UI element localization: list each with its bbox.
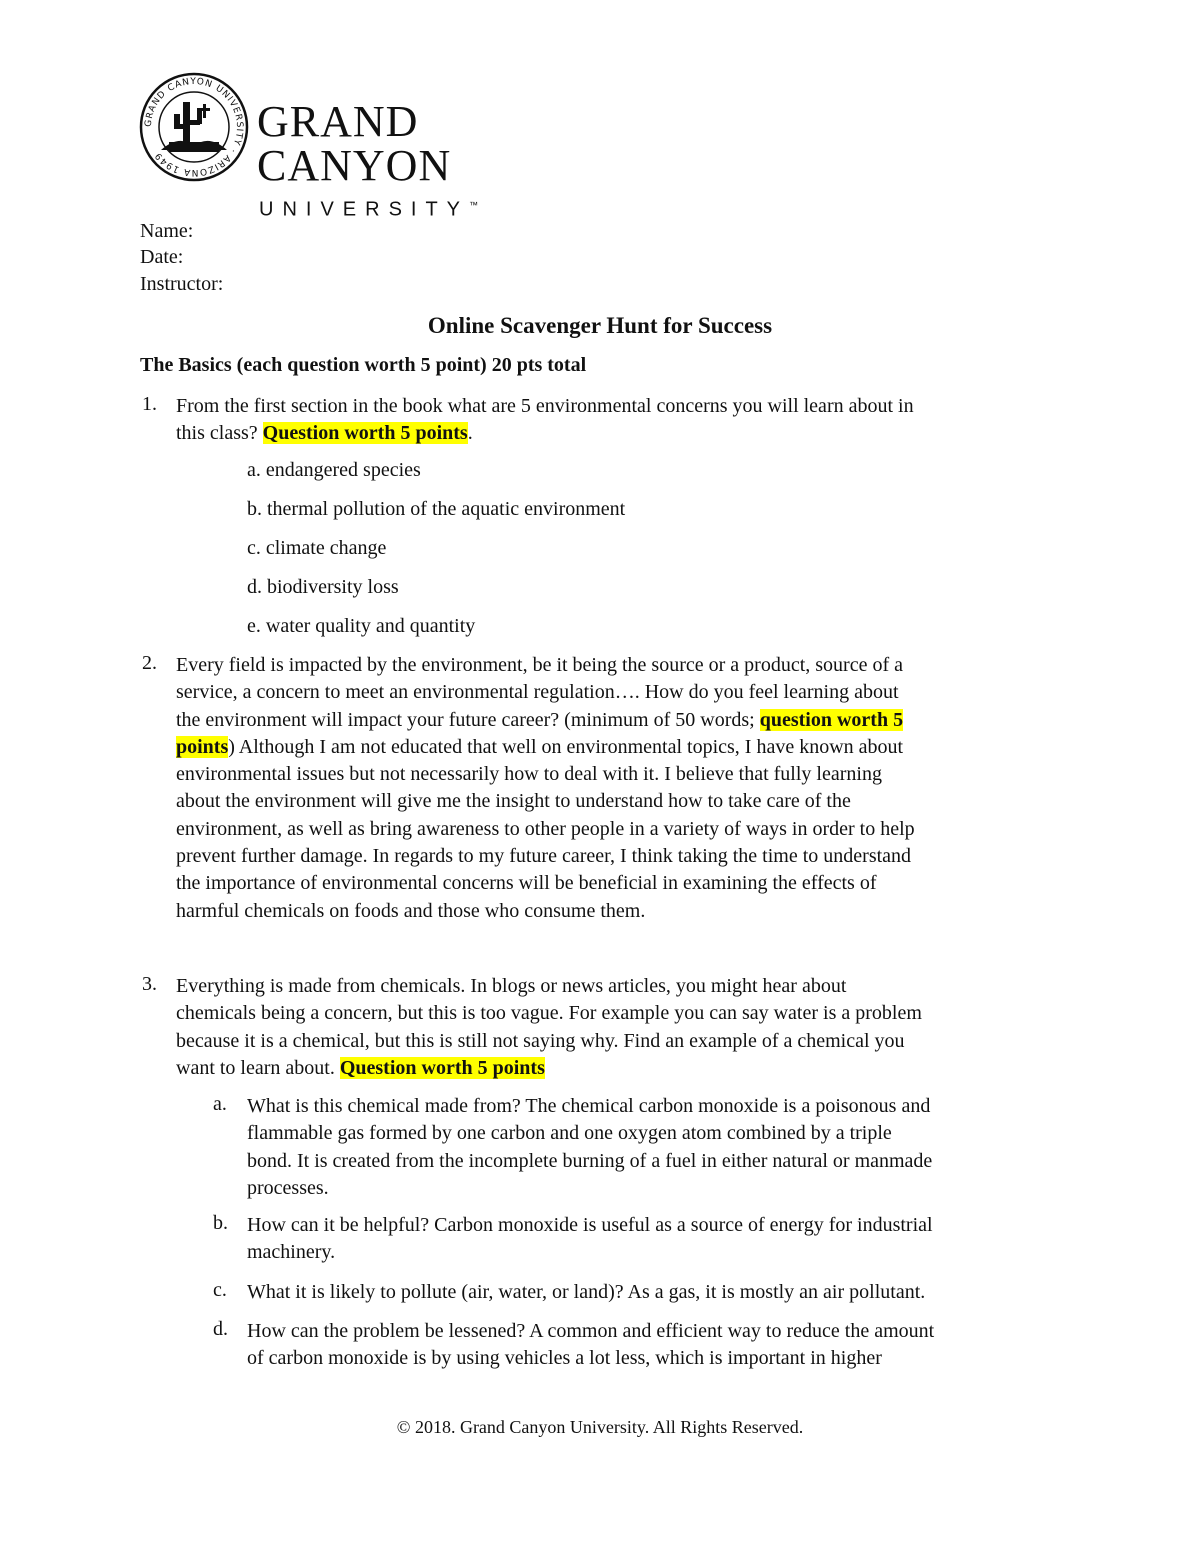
wordmark-university: UNIVERSITY <box>259 198 470 221</box>
q2-line: environmental issues but not necessarily how to deal with it. I believe that fully learning <box>176 763 882 786</box>
instructor-field-label: Instructor: <box>140 273 224 295</box>
date-field-label: Date: <box>140 246 184 268</box>
q2-line: Every field is impacted by the environment, be it being the source or a product, source of a <box>176 654 903 676</box>
q3-number: 3. <box>142 973 157 995</box>
q3-line: because it is a chemical, but this is still not saying why. Find an example of a chemical you <box>176 1029 905 1052</box>
q2-line: the importance of environmental concerns will be beneficial in examining the effects of <box>176 872 877 895</box>
q3-sub-line: machinery. <box>247 1241 336 1264</box>
q2-line: about the environment will give me the insight to understand how to take care of the <box>176 790 851 813</box>
svg-text:GRAND CANYON UNIVERSITY · ARIZ: GRAND CANYON UNIVERSITY · ARIZONA 1949 <box>143 76 245 178</box>
q1-answer: b. thermal pollution of the aquatic environment <box>247 498 626 520</box>
university-seal-icon <box>139 72 249 182</box>
q1-answer: e. water quality and quantity <box>247 615 476 637</box>
q2-text <box>176 652 915 925</box>
q3-sub-answer <box>247 1093 932 1202</box>
q3-text <box>176 973 922 1082</box>
q1-line2-post: . <box>467 422 473 445</box>
page-title: Online Scavenger Hunt for Success <box>427 313 773 338</box>
q2-line: harmful chemicals on foods and those who consume them. <box>176 899 646 922</box>
trademark-symbol: ™ <box>469 200 479 210</box>
q3-sub-line: bond. It is created from the incomplete burning of a fuel in either natural or manmade <box>247 1149 933 1172</box>
copyright-footer: © 2018. Grand Canyon University. All Rights Reserved. <box>396 1417 804 1437</box>
university-logo <box>139 72 619 221</box>
q3-sub-line: How can it be helpful? Carbon monoxide is useful as a source of energy for industrial <box>247 1214 933 1236</box>
wordmark-line2 <box>257 192 619 223</box>
q1-answer: d. biodiversity loss <box>247 576 399 598</box>
q3-sub-line: What it is likely to pollute (air, water, or land)? As a gas, it is mostly an air pollutant. <box>247 1281 926 1303</box>
q2-number: 2. <box>142 652 157 674</box>
q3-sub-line: processes. <box>247 1176 329 1199</box>
q1-line: From the first section in the book what are 5 environmental concerns you will learn about in <box>176 395 914 417</box>
q3-sub-line: What is this chemical made from? The chemical carbon monoxide is a poisonous and <box>247 1095 931 1117</box>
q2-line4-post: ) Although I am not educated that well on environmental topics, I have known about <box>228 735 904 758</box>
q1-text <box>176 393 914 448</box>
q2-line: prevent further damage. In regards to my future career, I think taking the time to understand <box>176 845 912 868</box>
q1-line2-pre: this class? <box>176 422 263 445</box>
q2-line: service, a concern to meet an environmental regulation…. How do you feel learning about <box>176 681 899 704</box>
q1-answer: c. climate change <box>247 537 387 559</box>
q3-points-highlight: Question worth 5 points <box>339 1056 545 1079</box>
q2-line <box>176 707 915 734</box>
q2-line: environment, as well as bring awareness to other people in a variety of ways in order to help <box>176 817 915 840</box>
q3-sub-line: of carbon monoxide is by using vehicles a lot less, which is important in higher <box>247 1347 882 1370</box>
q3-sub-letter: b. <box>213 1212 228 1234</box>
q1-number: 1. <box>142 393 157 415</box>
q3-sub-line: How can the problem be lessened? A common and efficient way to reduce the amount <box>247 1320 935 1342</box>
q3-line4-pre: want to learn about. <box>176 1056 340 1079</box>
name-field-label: Name: <box>140 220 194 242</box>
q3-sub-letter: a. <box>213 1093 227 1115</box>
q3-sub-line: flammable gas formed by one carbon and one oxygen atom combined by a triple <box>247 1122 892 1145</box>
q3-sub-answer <box>247 1212 933 1267</box>
q1-answer: a. endangered species <box>247 459 421 481</box>
q3-line: Everything is made from chemicals. In blogs or news articles, you might hear about <box>176 975 847 997</box>
q2-line <box>176 734 915 761</box>
q3-sub-letter: d. <box>213 1318 228 1340</box>
wordmark-line1: GRAND CANYON <box>257 97 452 190</box>
q2-points-highlight-a: question worth 5 <box>759 708 904 731</box>
q3-sub-letter: c. <box>213 1279 227 1301</box>
q2-line3-pre: the environment will impact your future career? (minimum of 50 words; <box>176 708 760 731</box>
q1-line <box>176 420 914 447</box>
q1-points-highlight: Question worth 5 points <box>262 422 468 445</box>
q3-line: chemicals being a concern, but this is too vague. For example you can say water is a problem <box>176 1002 922 1025</box>
section-heading: The Basics (each question worth 5 point) 20 pts total <box>140 354 587 376</box>
q3-sub-answer <box>247 1279 925 1306</box>
university-wordmark <box>257 97 619 223</box>
q3-sub-answer <box>247 1318 934 1373</box>
q2-points-highlight-b: points <box>176 735 229 758</box>
q3-line <box>176 1055 922 1082</box>
